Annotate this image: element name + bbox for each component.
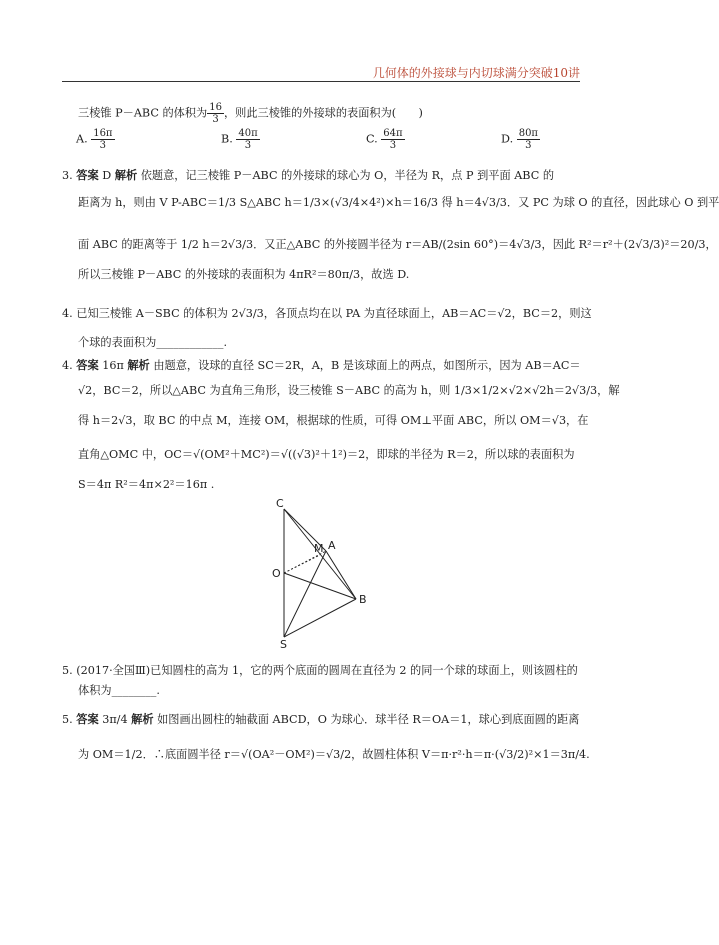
answer-3-line-2: 距离为 h，则由 V P-ABC＝1/3 S△ABC h＝1/3×(√3/4×4²)×h＝16/3 得 h＝4√3/3．又 PC 为球 O 的直径，因此球心 O 到平 bbox=[78, 196, 719, 209]
answer-4-line-4: 直角△OMC 中，OC＝√(OM²＋MC²)＝√((√3)²＋1²)＝2，即球的半径为 R＝2，所以球的表面积为 bbox=[78, 448, 575, 461]
answer-tag: 答案 bbox=[76, 168, 99, 182]
page-header bbox=[62, 62, 580, 82]
jiexi-tag: 解析 bbox=[114, 168, 138, 182]
label-o: O bbox=[272, 567, 281, 580]
label-s: S bbox=[280, 638, 287, 651]
question-5-line-2: 体积为________. bbox=[78, 684, 160, 697]
answer-value: 16π bbox=[102, 359, 124, 372]
choice-c: C. $\frac{64\pi}{3}$ bbox=[366, 128, 403, 151]
answer-4-line-5: S＝4π R²＝4π×2²＝16π . bbox=[78, 478, 215, 491]
label-b: B bbox=[359, 593, 367, 606]
answer-4-line-3: 得 h＝2√3，取 BC 的中点 M，连接 OM，根据球的性质，可得 OM⊥平面 ABC，所以 OM＝√3，在 bbox=[78, 414, 589, 427]
label-c: C bbox=[276, 497, 284, 510]
answer-3-line-1: 3. 答案 D 解析 依题意，记三棱锥 P－ABC 的外接球的球心为 O，半径为 R，点 P 到平面 ABC 的 bbox=[62, 168, 555, 182]
label-m: M bbox=[314, 542, 324, 555]
q2-stem-question: ，则此三棱锥的外接球的表面积为( ) bbox=[223, 106, 423, 120]
jiexi-tag: 解析 bbox=[127, 358, 150, 372]
question-5-line-1: 5. (2017·全国Ⅲ)已知圆柱的高为 1，它的两个底面的圆周在直径为 2 的同一个球的球面上，则该圆柱的 bbox=[62, 664, 578, 677]
answer-5-line-1: 5. 答案 3π/4 解析 如图画出圆柱的轴截面 ABCD，O 为球心．球半径 R＝OA＝1，球心到底面圆的距离 bbox=[62, 712, 580, 726]
tetrahedron-figure bbox=[270, 495, 380, 650]
question-4-line-2: 个球的表面积为____________. bbox=[78, 336, 227, 349]
choice-a: A. $\frac{16\pi}{3}$ bbox=[76, 128, 113, 151]
answer-4-line-1: 4. 答案 16π 解析 由题意，设球的直径 SC＝2R，A，B 是该球面上的两点，如图所示，因为 AB＝AC＝ bbox=[62, 358, 581, 372]
choice-d: D. $\frac{80\pi}{3}$ bbox=[501, 128, 538, 151]
edge-sb bbox=[284, 599, 356, 637]
answer-value: 3π/4 bbox=[102, 713, 128, 726]
header-title: 几何体的外接球与内切球满分突破10讲 bbox=[372, 66, 580, 80]
label-a: A bbox=[328, 539, 336, 552]
q2-volume-fraction: $\frac{16}{3}$ bbox=[209, 102, 222, 125]
answer-tag: 答案 bbox=[76, 712, 99, 726]
answer-3-line-3: 面 ABC 的距离等于 1/2 h＝2√3/3．又正△ABC 的外接圆半径为 r＝AB/(2sin 60°)＝4√3/3，因此 R²＝r²＋(2√3/3)²＝20/3， bbox=[78, 238, 717, 251]
answer-4-line-2: √2，BC＝2，所以△ABC 为直角三角形，设三棱锥 S－ABC 的高为 h，则 1/3×1/2×√2×√2h＝2√3/3，解 bbox=[78, 384, 620, 397]
choice-b: B. $\frac{40\pi}{3}$ bbox=[221, 128, 258, 151]
jiexi-tag: 解析 bbox=[131, 712, 154, 726]
answer-tag: 答案 bbox=[76, 358, 99, 372]
answer-3-line-4: 所以三棱锥 P－ABC 的外接球的表面积为 4πR²＝80π/3，故选 D. bbox=[78, 268, 410, 281]
edge-om bbox=[284, 555, 320, 573]
header-rule bbox=[62, 81, 580, 82]
answer-value: D bbox=[102, 169, 112, 182]
q2-stem-text: 三棱锥 P－ABC 的体积为 bbox=[78, 106, 208, 120]
answer-5-line-2: 为 OM＝1/2．∴底面圆半径 r＝√(OA²－OM²)＝√3/2，故圆柱体积 V＝π·r²·h＝π·(√3/2)²×1＝3π/4. bbox=[78, 748, 590, 761]
question-4-line-1: 4. 已知三棱锥 A－SBC 的体积为 2√3/3，各顶点均在以 PA 为直径球面上，AB＝AC＝√2，BC＝2，则这 bbox=[62, 307, 592, 320]
edge-ab bbox=[326, 551, 356, 599]
q2-stem bbox=[78, 102, 602, 125]
edge-sa bbox=[284, 551, 326, 637]
